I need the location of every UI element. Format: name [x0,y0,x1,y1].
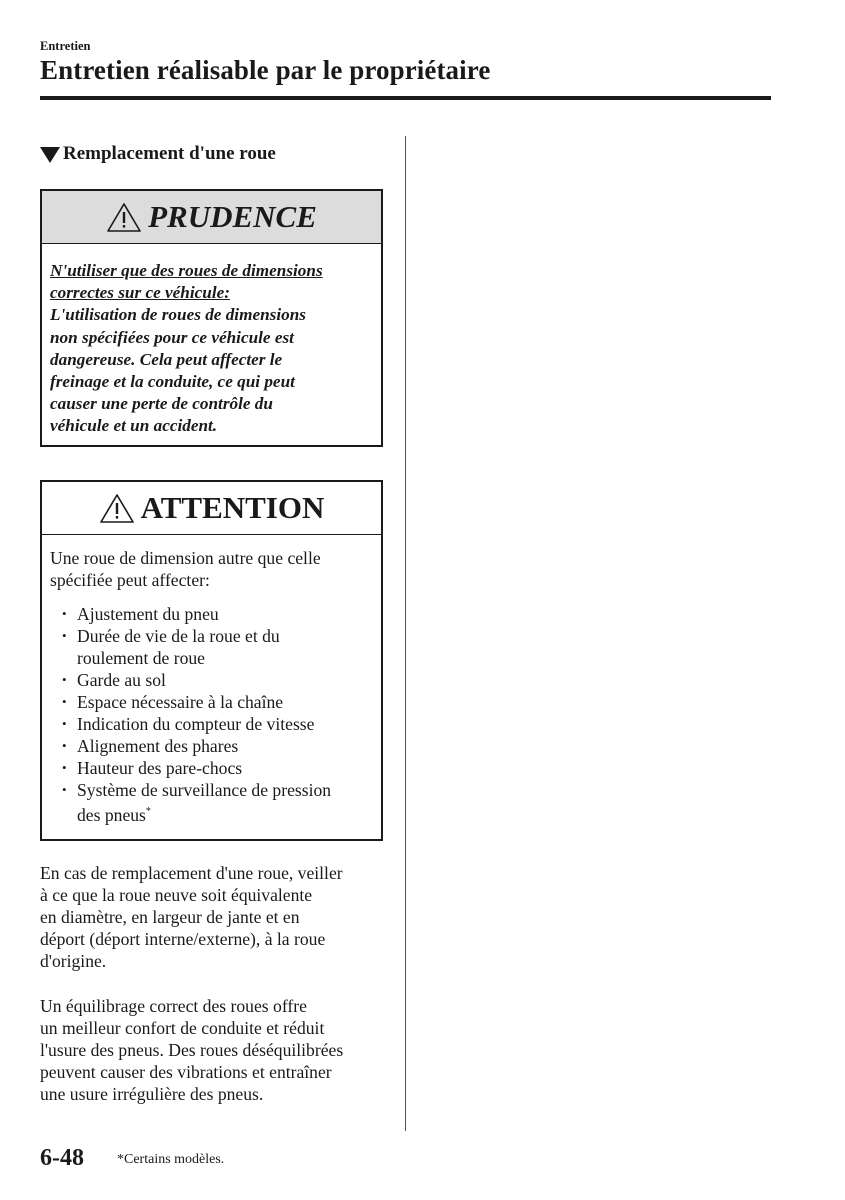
warning-triangle-icon [106,201,142,233]
footnote: *Certains modèles. [117,1152,225,1167]
page-number: 6-48 [40,1145,84,1171]
footnote-mark: * [145,806,151,817]
intro-line: Une roue de dimension autre que celle [50,548,321,568]
attention-intro [50,547,373,591]
attention-box [40,480,383,841]
attention-header [42,482,381,535]
prudence-line: non spécifiées pour ce véhicule est [50,327,294,347]
paragraph-wheel-balancing: Un équilibrage correct des roues offre un meilleur confort de conduite et réduit l'usure des pneus. Des roues déséquilibrées peuvent causer des vibrations et entraîner une usure irrégulière des pneus. [40,996,344,1104]
list-item: • Espace nécessaire à la chaîne [50,691,373,713]
list-item: • Durée de vie de la roue et du roulement de roue [50,625,373,669]
prudence-line: causer une perte de contrôle du [50,394,273,414]
paragraph-wheel-replacement: En cas de remplacement d'une roue, veiller à ce que la roue neuve soit équivalente en diamètre, en largeur de jante et en déport (déport interne/externe), à la roue d'origine. [40,863,343,971]
list-item: • Indication du compteur de vitesse [50,713,373,735]
attention-heading: ATTENTION [140,490,325,525]
subheading [40,143,276,165]
prudence-line: freinage et la conduite, ce qui peut [50,372,295,392]
attention-body [42,535,381,826]
prudence-body [42,244,381,438]
list-item: • Hauteur des pare-chocs [50,757,373,779]
prudence-box [40,189,383,447]
prudence-line: véhicule et un accident. [50,416,218,436]
attention-list [50,603,373,826]
list-item: • Alignement des phares [50,735,373,757]
triangle-down-icon [40,147,60,163]
page-title: Entretien réalisable par le propriétaire [40,55,491,85]
column-divider [405,136,406,1131]
list-item: • Garde au sol [50,669,373,691]
prudence-underlined-line: correctes sur ce véhicule: [50,283,230,303]
section-label: Entretien [40,39,91,53]
list-item: • Système de surveillance de pression des pneus* [50,779,373,826]
prudence-line: dangereuse. Cela peut affecter le [50,349,283,369]
subheading-text: Remplacement d'une roue [63,143,276,164]
prudence-underlined-line: N'utiliser que des roues de dimensions [50,261,323,280]
warning-triangle-icon [99,492,135,524]
prudence-line: L'utilisation de roues de dimensions [50,305,306,325]
prudence-header [42,191,381,244]
intro-line: spécifiée peut affecter: [50,570,210,590]
title-rule [40,96,771,100]
prudence-heading: PRUDENCE [148,199,317,234]
list-item: • Ajustement du pneu [50,603,373,625]
